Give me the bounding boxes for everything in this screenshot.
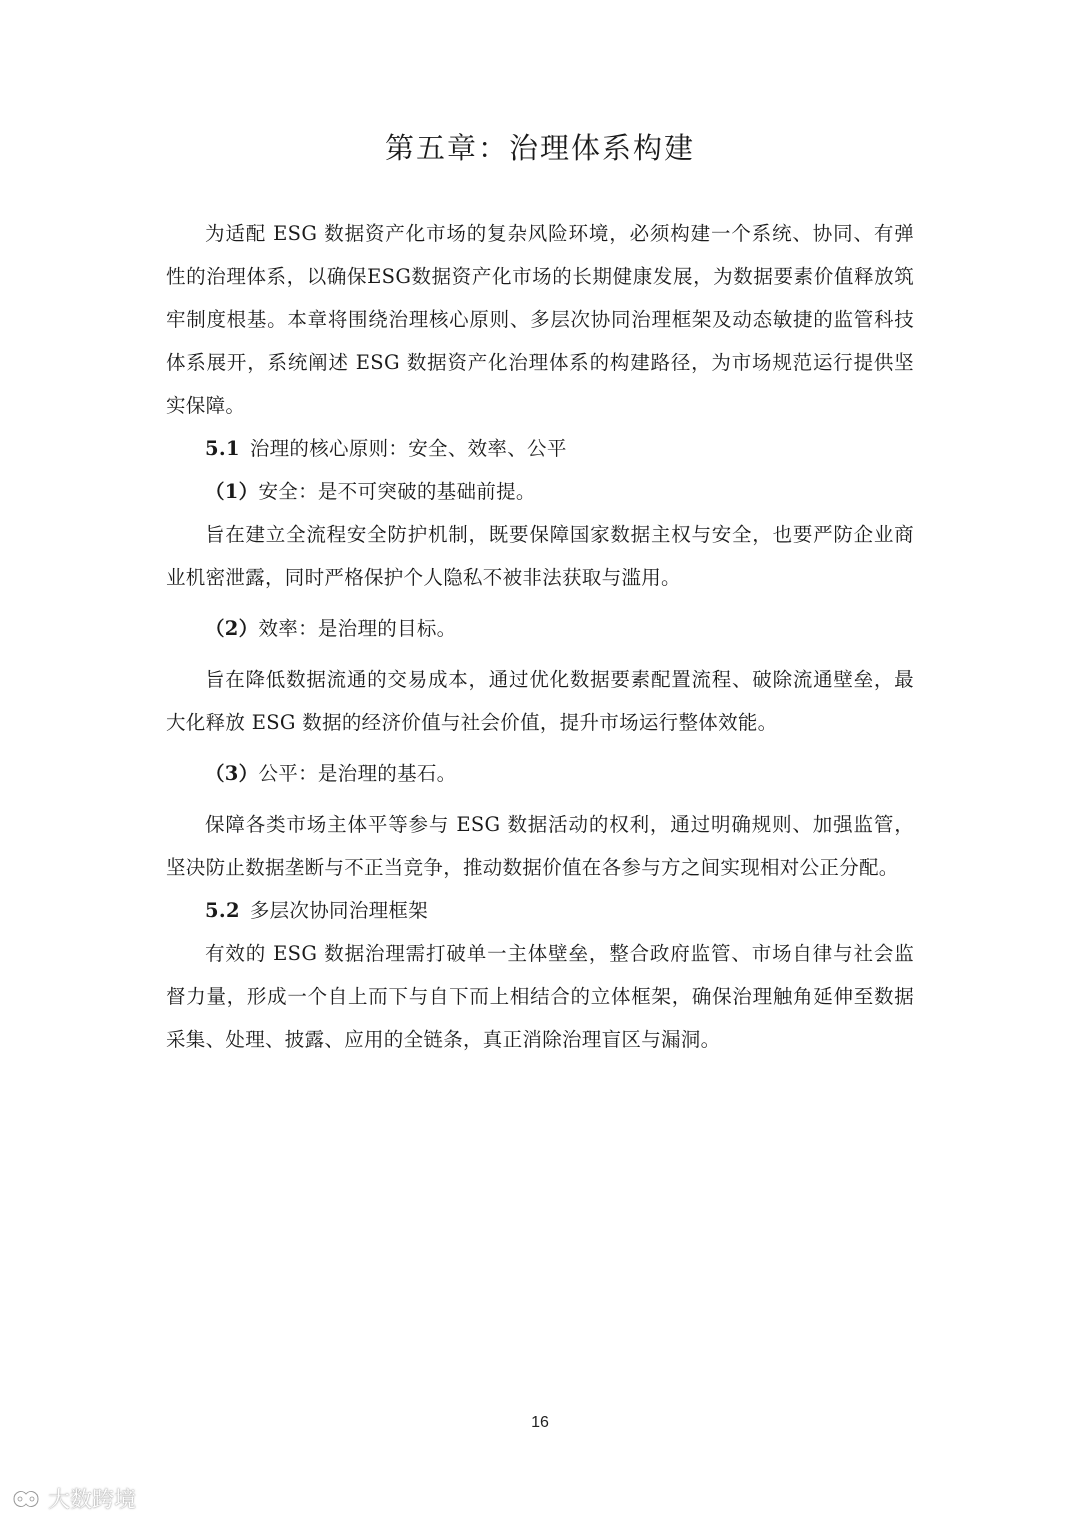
principle-heading-fairness <box>166 752 914 795</box>
chapter-title: 第五章：治理体系构建 <box>384 131 695 165</box>
principle-body-safety: 旨在建立全流程安全防护机制，既要保障国家数据主权与安全，也要严防企业商业机密泄露，同时严格保护个人隐私不被非法获取与滥用。 <box>166 523 914 589</box>
watermark-text: 大数跨境 <box>48 1488 137 1513</box>
principle-heading-safety <box>166 470 914 513</box>
section-2-paragraph: 有效的 ESG 数据治理需打破单一主体壁垒，整合政府监管、市场自律与社会监督力量，形成一个自上而下与自下而上相结合的立体框架，确保治理触角延伸至数据采集、处理、披露、应用的全链条，真正消除治理盲区与漏洞。 <box>166 942 914 1051</box>
principle-marker: （2） <box>205 617 259 640</box>
section-title: 治理的核心原则：安全、效率、公平 <box>249 437 567 460</box>
principle-title: 效率：是治理的目标。 <box>258 617 457 640</box>
principle-marker: （3） <box>205 762 259 785</box>
principle-body-efficiency: 旨在降低数据流通的交易成本，通过优化数据要素配置流程、破除流通壁垒，最大化释放 ESG 数据的经济价值与社会价值，提升市场运行整体效能。 <box>166 668 914 734</box>
principle-title: 公平：是治理的基石。 <box>258 762 457 785</box>
principle-marker: （1） <box>205 480 259 503</box>
section-number: 5.2 <box>205 899 240 922</box>
section-heading-5-1 <box>166 427 914 470</box>
document-body <box>166 212 914 1061</box>
section-number: 5.1 <box>205 437 240 460</box>
brand-logo-icon <box>8 1486 44 1512</box>
page-number: 16 <box>531 1414 549 1431</box>
principle-title: 安全：是不可突破的基础前提。 <box>258 480 536 503</box>
watermark <box>8 1483 136 1514</box>
principle-heading-efficiency <box>166 607 914 650</box>
section-title: 多层次协同治理框架 <box>249 899 429 922</box>
principle-body-fairness: 保障各类市场主体平等参与 ESG 数据活动的权利，通过明确规则、加强监管，坚决防止数据垄断与不正当竞争，推动数据价值在各参与方之间实现相对公正分配。 <box>166 813 914 879</box>
section-heading-5-2 <box>166 889 914 932</box>
intro-paragraph: 为适配 ESG 数据资产化市场的复杂风险环境，必须构建一个系统、协同、有弹性的治理体系，以确保ESG数据资产化市场的长期健康发展，为数据要素价值释放筑牢制度根基。本章将围绕治理核心原则、多层次协同治理框架及动态敏捷的监管科技体系展开，系统阐述 ESG 数据资产化治理体系的构建路径，为市场规范运行提供坚实保障。 <box>166 222 914 417</box>
